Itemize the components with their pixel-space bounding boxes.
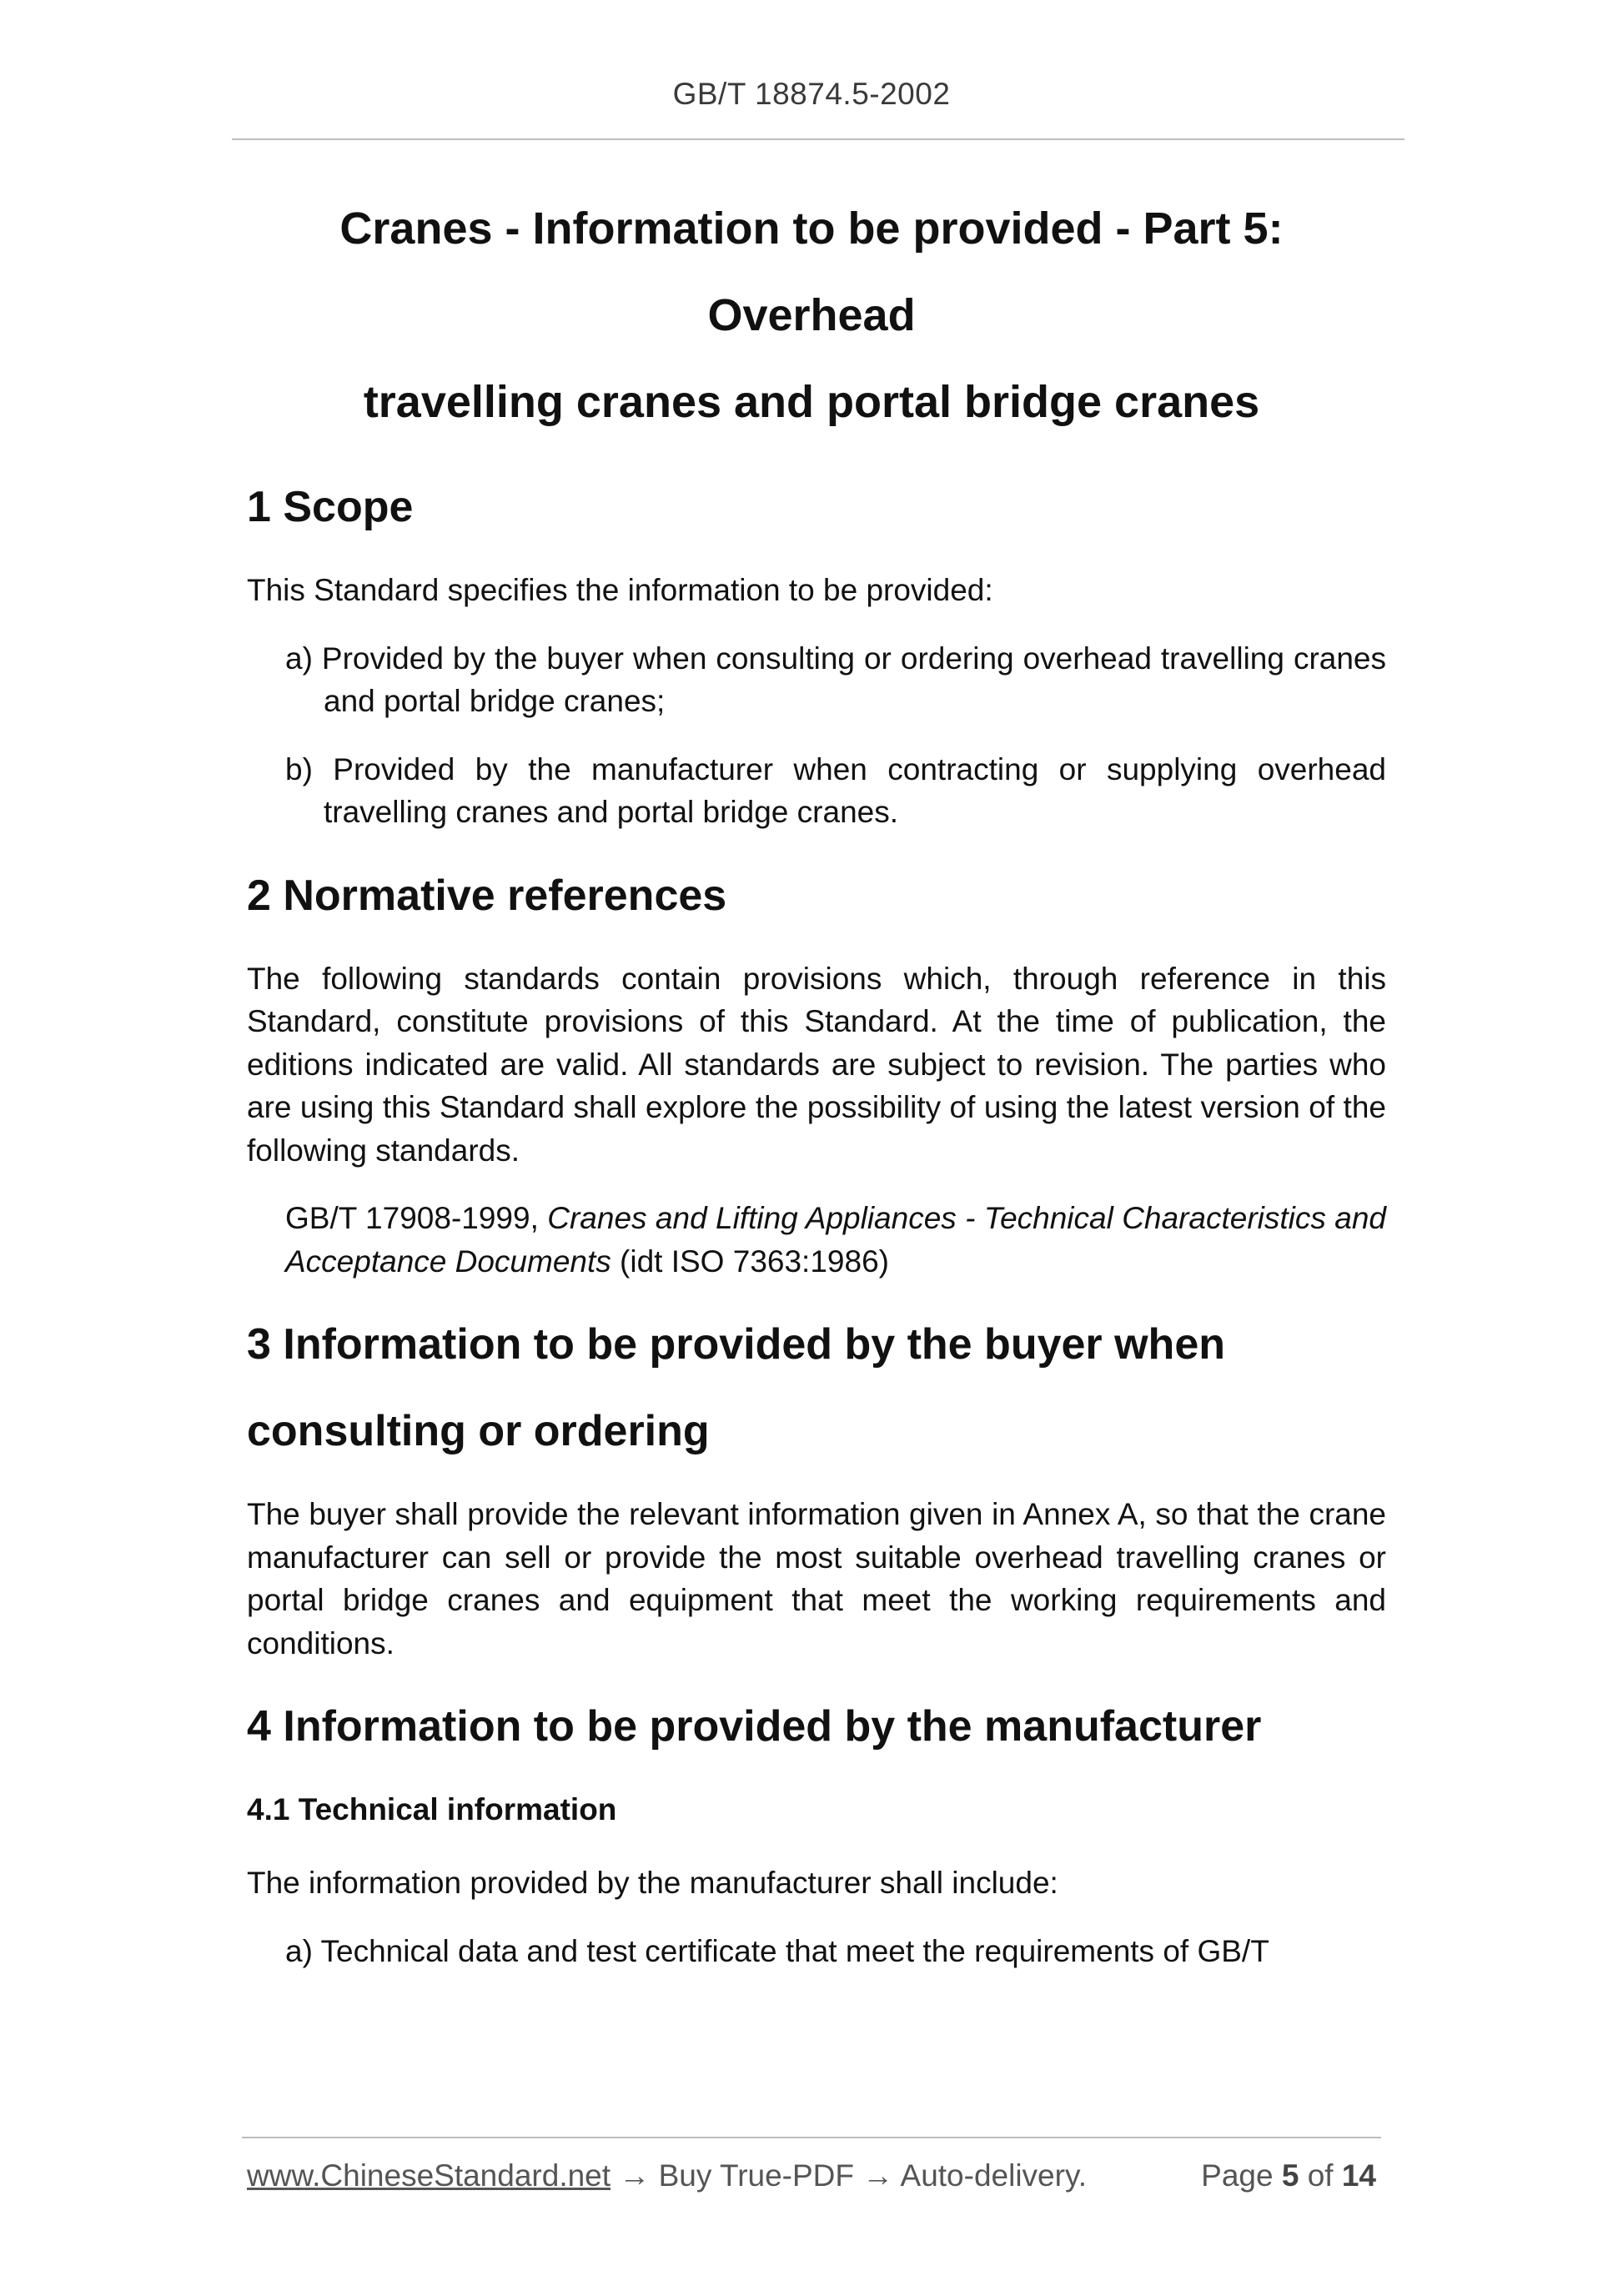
section-1-intro: This Standard specifies the information to be provided: bbox=[247, 573, 993, 607]
section-3-heading-line-1: 3 Information to be provided by the buyer when bbox=[247, 1320, 1225, 1369]
current-page: 5 bbox=[1281, 2158, 1299, 2193]
section-3-body: The buyer shall provide the relevant information given in Annex A, so that the crane manufacturer can sell or provide the most suitable overhead travelling cranes or portal bridge cranes and equipment that meet the working requirements and conditions. bbox=[247, 1497, 1386, 1660]
section-4-heading: 4 Information to be provided by the manufacturer bbox=[247, 1702, 1262, 1751]
total-pages: 14 bbox=[1341, 2158, 1376, 2193]
footer-divider bbox=[242, 2137, 1381, 2138]
technical-info-item-a: a) Technical data and test certificate that meet the requirements of GB/T bbox=[285, 1933, 1269, 1968]
title-line-2: travelling cranes and portal bridge cranes bbox=[363, 377, 1260, 427]
document-title bbox=[234, 185, 1389, 445]
reference-code: GB/T 17908-1999, bbox=[285, 1201, 548, 1235]
document-body bbox=[247, 464, 1386, 1972]
section-2-body: The following standards contain provisions which, through reference in this Standard, constitute provisions of this Standard. At the time of publication, the editions indicated are valid. All standards are subject to revision. The parties who are using this Standard shall explore the possibility of using the latest version of the following standards. bbox=[247, 961, 1386, 1168]
document-code-header: GB/T 18874.5-2002 bbox=[672, 77, 951, 111]
page-number bbox=[1201, 2158, 1376, 2193]
section-2-heading: 2 Normative references bbox=[247, 871, 727, 920]
page-of-label: of bbox=[1307, 2158, 1334, 2193]
header-divider bbox=[232, 138, 1404, 140]
scope-item-b: b) Provided by the manufacturer when contracting or supplying overhead travelling cranes and portal bridge cranes. bbox=[285, 751, 1386, 829]
title-line-1: Cranes - Information to be provided - Part 5: Overhead bbox=[339, 203, 1284, 340]
footer-tagline: → Buy True-PDF → Auto-delivery. bbox=[611, 2158, 1087, 2193]
section-3-heading bbox=[247, 1301, 1386, 1475]
section-4-1-intro: The information provided by the manufacturer shall include: bbox=[247, 1866, 1058, 1900]
reference-title: Cranes and Lifting Appliances - Technical Characteristics and Acceptance Documents bbox=[285, 1201, 1386, 1279]
website-link[interactable]: www.ChineseStandard.net bbox=[247, 2158, 611, 2193]
page-label: Page bbox=[1201, 2158, 1274, 2193]
footer-promo bbox=[247, 2158, 1087, 2193]
normative-reference-item bbox=[247, 1197, 1386, 1283]
section-3-heading-line-2: consulting or ordering bbox=[247, 1407, 710, 1455]
scope-item-a: a) Provided by the buyer when consulting or ordering overhead travelling cranes and portal bridge cranes; bbox=[285, 641, 1386, 718]
section-4-1-heading: 4.1 Technical information bbox=[247, 1792, 617, 1826]
reference-suffix: (idt ISO 7363:1986) bbox=[611, 1243, 889, 1279]
section-1-heading: 1 Scope bbox=[247, 483, 414, 531]
